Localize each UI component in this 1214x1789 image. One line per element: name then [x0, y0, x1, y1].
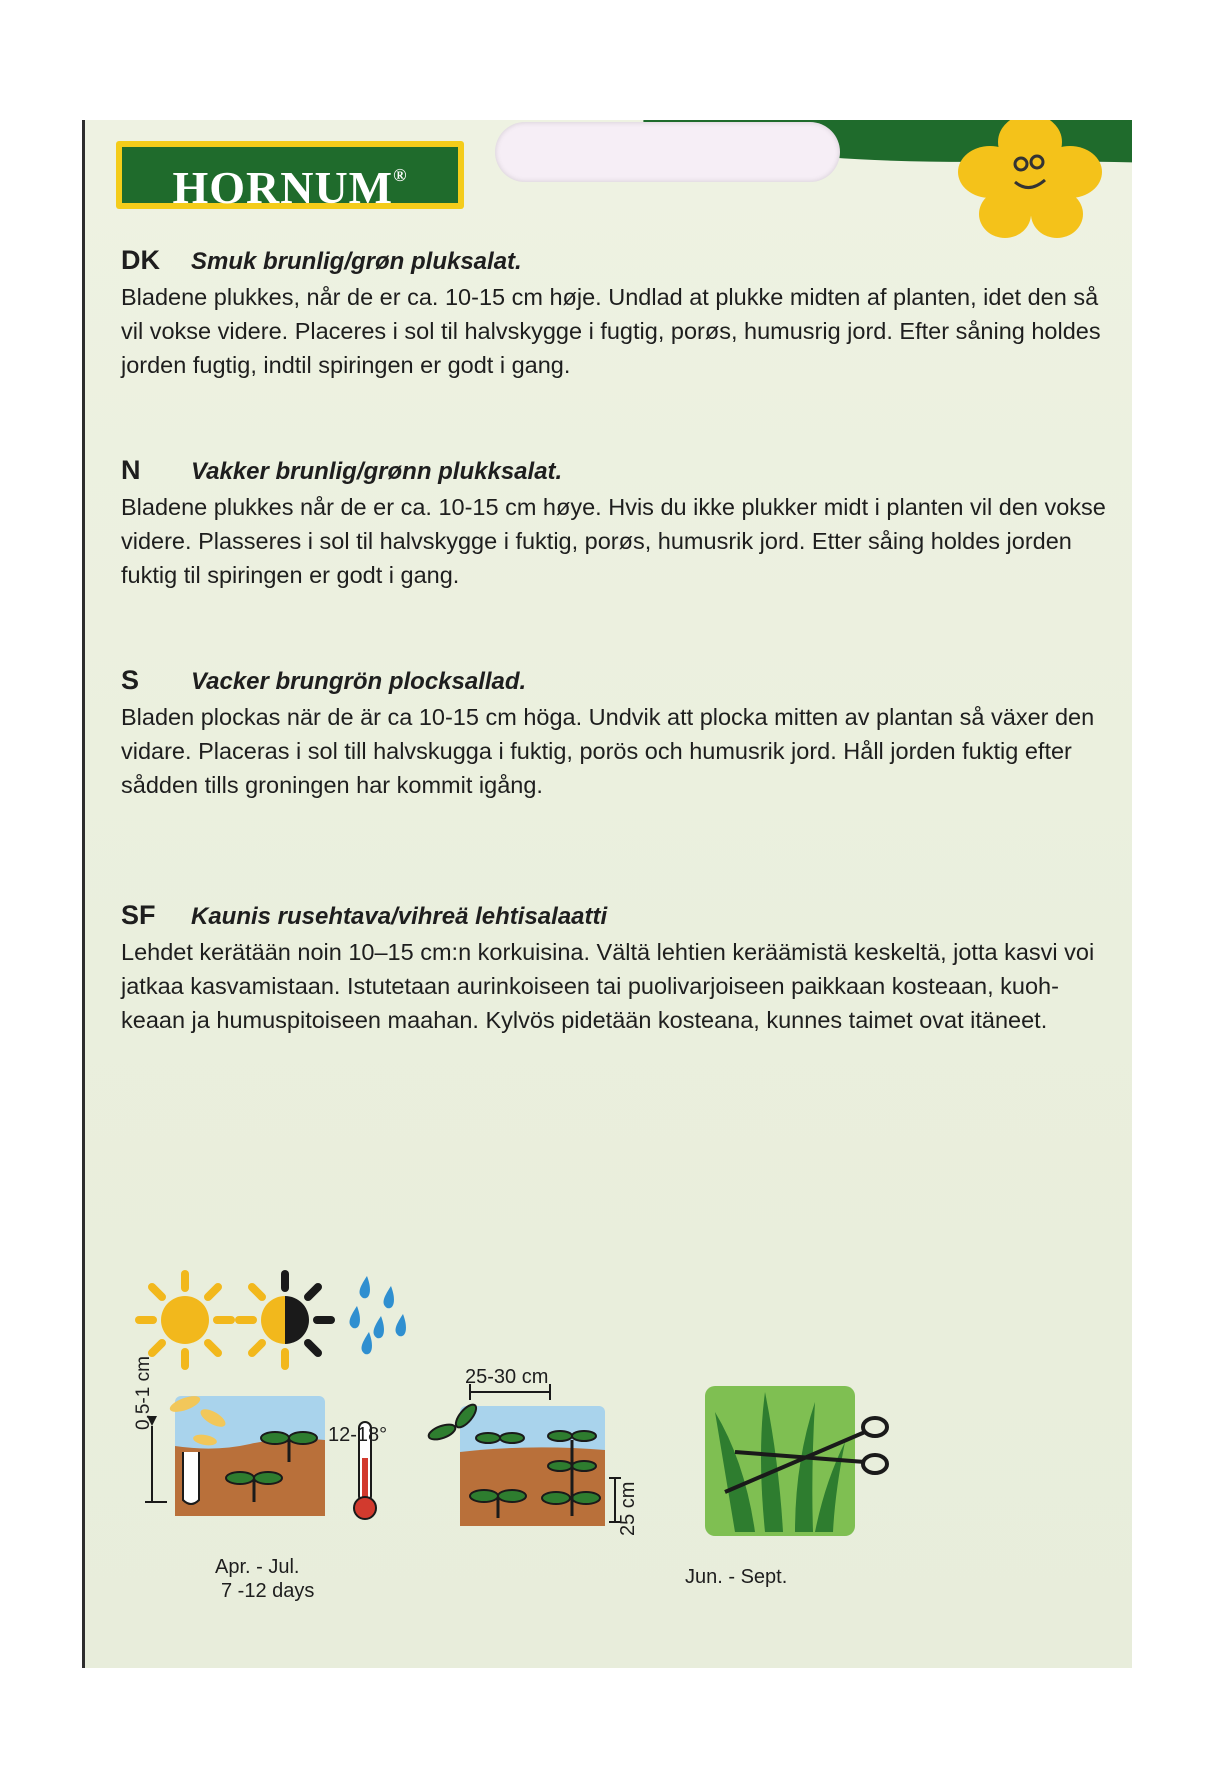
section-s — [121, 665, 1121, 802]
section-heading: Kaunis rusehtava/vihreä lehtisalaatti — [191, 903, 608, 930]
section-text: Lehdet kerätään noin 10–15 cm:n korkuisina. Vältä lehtien keräämistä keskeltä, jotta kasvi voi jatkaa kasvamistaan. Istutetaan aurinkoiseen tai puolivarjoiseen paikkaan kosteaan, kuoh-keaan ja humuspitoiseen maahan. Kylvös pidetään kosteana, kunnes taimet ovat itäneet. — [121, 939, 1095, 1033]
harvest-scissors-icon — [695, 1382, 895, 1542]
registered-mark: ® — [393, 165, 408, 185]
germination-label: 7 -12 days — [221, 1580, 315, 1602]
spacing-distance-label: 25-30 cm — [465, 1366, 549, 1388]
section-dk — [121, 245, 1121, 382]
section-heading: Smuk brunlig/grøn pluksalat. — [191, 248, 522, 275]
brand-name: HORNUM — [172, 162, 394, 213]
spacing-icon — [420, 1370, 640, 1530]
section-text: Bladene plukkes, når de er ca. 10-15 cm høje. Undlad at plukke midten af planten, idet den så vil vokse videre. Placeres i sol til halvskygge i fugtig, porøs, humusrig jord. Efter såning holdes jorden fugtig, indtil spiringen er godt i gang. — [121, 284, 1101, 378]
language-code: DK — [121, 245, 160, 275]
water-drops-icon — [345, 1270, 415, 1360]
section-heading: Vacker brungrön plocksallad. — [191, 668, 527, 695]
row-height-label: 25 cm — [617, 1481, 639, 1536]
half-shade-icon — [235, 1270, 335, 1370]
section-heading: Vakker brunlig/grønn plukksalat. — [191, 458, 563, 485]
language-code: S — [121, 665, 140, 695]
full-sun-icon — [135, 1270, 235, 1370]
section-text: Bladen plockas när de är ca 10-15 cm höga. Undvik att plocka mitten av plantan så växer den vidare. Placeras i sol till halvskugga i fuktig, porös och humusrik jord. Håll jorden fuktig efter sådden tills groningen har kommit igång. — [121, 704, 1095, 798]
seed-packet-back — [82, 120, 1132, 1668]
sowing-period-label: Apr. - Jul. — [215, 1556, 300, 1578]
flower-mascot-icon — [945, 120, 1115, 252]
brand-logo — [116, 141, 464, 213]
temperature-label: 12-18° — [328, 1424, 388, 1446]
growing-instructions-icons — [135, 1270, 1035, 1668]
harvest-period-label: Jun. - Sept. — [685, 1566, 788, 1588]
hanging-slot — [495, 122, 840, 182]
section-text: Bladene plukkes når de er ca. 10-15 cm høye. Hvis du ikke plukker midt i planten vil den vokse videre. Plasseres i sol til halvskygge i fuktig, porøs, humusrik jord. Etter såing holdes jorden fuktig til spiringen er godt i gang. — [121, 494, 1106, 588]
language-code: N — [121, 455, 141, 485]
section-sf — [121, 900, 1121, 1037]
section-n — [121, 455, 1121, 592]
language-code: SF — [121, 900, 156, 930]
sowing-depth-label: 0,5-1 cm — [133, 1356, 154, 1430]
